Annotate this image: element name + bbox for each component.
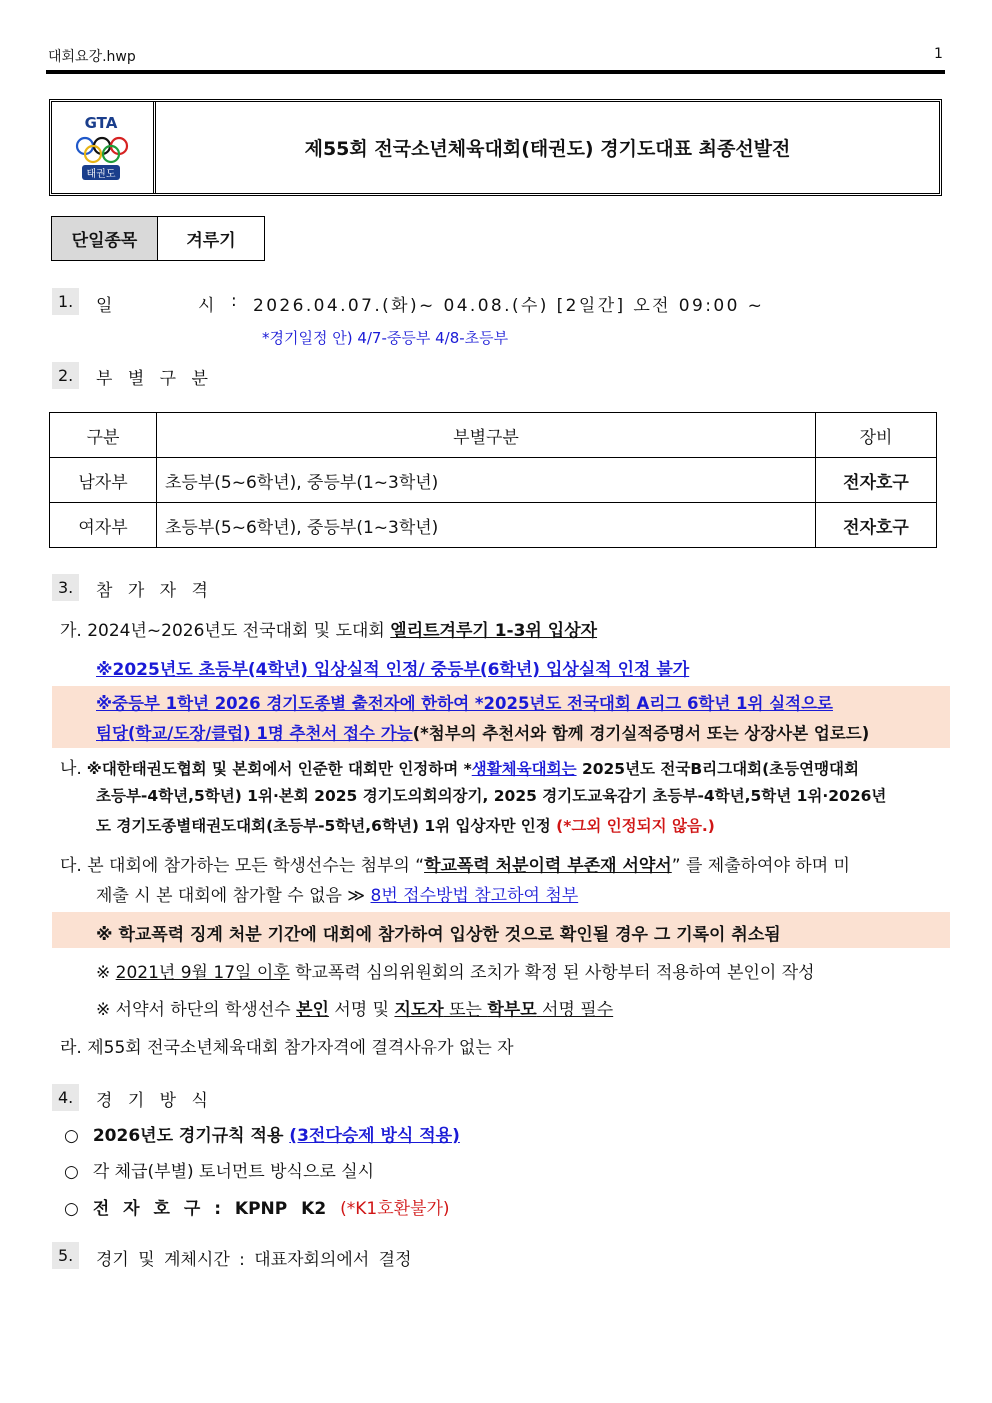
page-number: 1 bbox=[934, 46, 943, 62]
logo-badge-text: 태권도 bbox=[86, 169, 116, 180]
file-name: 대회요강.hwp bbox=[48, 49, 136, 65]
eligibility-na-line-3 bbox=[96, 814, 715, 836]
table-header-row bbox=[50, 413, 937, 458]
method-3 bbox=[64, 1194, 450, 1219]
section-5-number: 5. bbox=[52, 1242, 79, 1269]
da-marker: 다. bbox=[60, 856, 82, 876]
eligibility-ra bbox=[60, 1033, 514, 1058]
section-1-label-b: 시 bbox=[198, 296, 215, 316]
event-value: 겨루기 bbox=[186, 231, 236, 251]
ga-note-2-line-1: ※중등부 1학년 2026 경기도종별 출전자에 한하여 *2025년도 전국대회 A리그 6학년 1위 실적으로 bbox=[96, 694, 833, 713]
table-cell: 남자부 bbox=[50, 458, 157, 503]
table-cell: 전자호구 bbox=[816, 458, 937, 503]
section-5-label: 경기 및 계체시간 : 대표자회의에서 결정 bbox=[96, 1250, 412, 1270]
section-2-number: 2. bbox=[52, 362, 79, 389]
division-table bbox=[49, 412, 937, 548]
ga-note-2-underlined: 팀당(학교/도장/클럽) 1명 추천서 접수 가능 bbox=[96, 724, 413, 743]
da-bold: 학교폭력 처분이력 부존재 서약서 bbox=[424, 856, 672, 876]
document-title: 제55회 전국소년체육대회(태권도) 경기도대표 최종선발전 bbox=[304, 138, 791, 160]
da-note-2-b: 서명 및 bbox=[328, 1000, 395, 1020]
bullet-icon: ○ bbox=[64, 1199, 79, 1219]
section-1-value: 2026.04.07.(화)~ 04.08.(수) [2일간] 오전 09:00 ~ bbox=[253, 296, 765, 316]
da-link: 8번 접수방법 참고하여 첨부 bbox=[370, 886, 579, 906]
table-row bbox=[50, 503, 937, 548]
da-line-2-a: 제출 시 본 대회에 참가할 수 없음 ≫ bbox=[96, 886, 371, 906]
ga-note-2-line-2 bbox=[96, 720, 869, 744]
da-note-2-a: ※ 서약서 하단의 학생선수 bbox=[96, 1000, 297, 1020]
table-cell: 전자호구 bbox=[816, 503, 937, 548]
na-line-3: 도 경기도종별태권도대회(초등부-5학년,6학년) 1위 입상자만 인정 bbox=[96, 817, 557, 835]
da-note-2 bbox=[96, 995, 613, 1020]
da-note-2-d: 서명 필수 bbox=[536, 1000, 614, 1020]
na-marker: 나. bbox=[60, 759, 82, 779]
da-note-1-b: 학교폭력 심의위원회의 조치가 확정 된 사항부터 적용하여 본인이 작성 bbox=[289, 963, 815, 983]
section-1-label-a: 일 bbox=[96, 296, 113, 316]
eligibility-da-line-2 bbox=[96, 881, 578, 906]
da-line-1-b: ” 를 제출하여야 하며 미 bbox=[671, 856, 850, 876]
title-box bbox=[49, 99, 942, 196]
da-warning: ※ 학교폭력 징계 처분 기간에 대회에 참가하여 입상한 것으로 확인될 경우 그 기록이 취소됨 bbox=[96, 925, 781, 945]
method-1-text: 2026년도 경기규칙 적용 bbox=[92, 1126, 290, 1146]
ga-text: 2024년~2026년도 전국대회 및 도대회 bbox=[87, 621, 391, 641]
olympic-rings-logo-icon bbox=[52, 102, 150, 193]
da-line-1-a: 본 대회에 참가하는 모든 학생선수는 첨부의 “ bbox=[87, 856, 425, 876]
event-box bbox=[51, 216, 265, 261]
table-cell: 초등부(5~6학년), 중등부(1~3학년) bbox=[157, 503, 816, 548]
bullet-icon: ○ bbox=[64, 1162, 79, 1182]
section-2-label: 부 별 구 분 bbox=[96, 369, 208, 389]
method-3-text: 전 자 호 구 : KPNP K2 bbox=[92, 1199, 341, 1219]
da-note-2-ul1: 본인 bbox=[296, 1000, 329, 1020]
da-note-2-c: 또는 bbox=[443, 1000, 488, 1020]
section-3-label: 참 가 자 격 bbox=[96, 581, 208, 601]
method-2-text: 각 체급(부별) 토너먼트 방식으로 실시 bbox=[92, 1162, 375, 1182]
section-4-number: 4. bbox=[52, 1084, 79, 1111]
table-cell: 초등부(5~6학년), 중등부(1~3학년) bbox=[157, 458, 816, 503]
table-header: 장비 bbox=[816, 413, 937, 458]
logo-text: GTA bbox=[84, 114, 118, 132]
section-4-label: 경 기 방 식 bbox=[96, 1091, 208, 1111]
ga-note-2-rest: (*첨부의 추천서와 함께 경기실적증명서 또는 상장사본 업로드) bbox=[412, 724, 870, 743]
section-1-colon: : bbox=[231, 291, 237, 311]
table-row bbox=[50, 458, 937, 503]
event-label: 단일종목 bbox=[52, 217, 158, 260]
table-cell: 여자부 bbox=[50, 503, 157, 548]
schedule-note: *경기일정 안) 4/7-중등부 4/8-초등부 bbox=[262, 329, 509, 347]
method-1 bbox=[64, 1121, 460, 1146]
ga-note-1: ※2025년도 초등부(4학년) 입상실적 인정/ 중등부(6학년) 입상실적 인정 불가 bbox=[96, 660, 690, 680]
na-link: 생활체육대회는 bbox=[471, 760, 577, 778]
method-3-red: (*K1호환불가) bbox=[340, 1199, 450, 1219]
na-line-1-b: 2025년도 전국B리그대회(초등연맹대회 bbox=[576, 760, 860, 778]
na-line-2: 초등부-4학년,5학년) 1위·본회 2025 경기도의회의장기, 2025 경기도교육감기 초등부-4학년,5학년 1위·2026년 bbox=[96, 787, 887, 805]
method-2 bbox=[64, 1157, 374, 1182]
ra-marker: 라. bbox=[60, 1038, 82, 1058]
na-line-3-red: (*그외 인정되지 않음.) bbox=[556, 817, 715, 835]
da-note-2-ul3: 학부모 bbox=[487, 1000, 537, 1020]
eligibility-na-line-1 bbox=[60, 754, 859, 779]
eligibility-ga bbox=[60, 616, 597, 641]
eligibility-da-line-1 bbox=[60, 851, 850, 876]
table-header: 구분 bbox=[50, 413, 157, 458]
header-rule bbox=[46, 70, 945, 74]
ga-underlined: 엘리트겨루기 1-3위 입상자 bbox=[390, 621, 598, 641]
na-line-1-a: ※대한태권도협회 및 본회에서 인준한 대회만 인정하며 * bbox=[86, 760, 472, 778]
da-note-1 bbox=[96, 958, 815, 983]
ra-text: 제55회 전국소년체육대회 참가자격에 결격사유가 없는 자 bbox=[87, 1038, 514, 1058]
section-3-number: 3. bbox=[52, 574, 79, 601]
da-note-2-ul2: 지도자 bbox=[394, 1000, 444, 1020]
section-1-number: 1. bbox=[52, 288, 79, 315]
method-1-link: (3전다승제 방식 적용) bbox=[289, 1126, 460, 1146]
bullet-icon: ○ bbox=[64, 1126, 79, 1146]
da-note-1-ul: 2021년 9월 17일 이후 bbox=[115, 963, 290, 983]
da-note-1-a: ※ bbox=[96, 963, 116, 983]
logo bbox=[52, 102, 156, 193]
ga-marker: 가. bbox=[60, 621, 82, 641]
table-header: 부별구분 bbox=[157, 413, 816, 458]
